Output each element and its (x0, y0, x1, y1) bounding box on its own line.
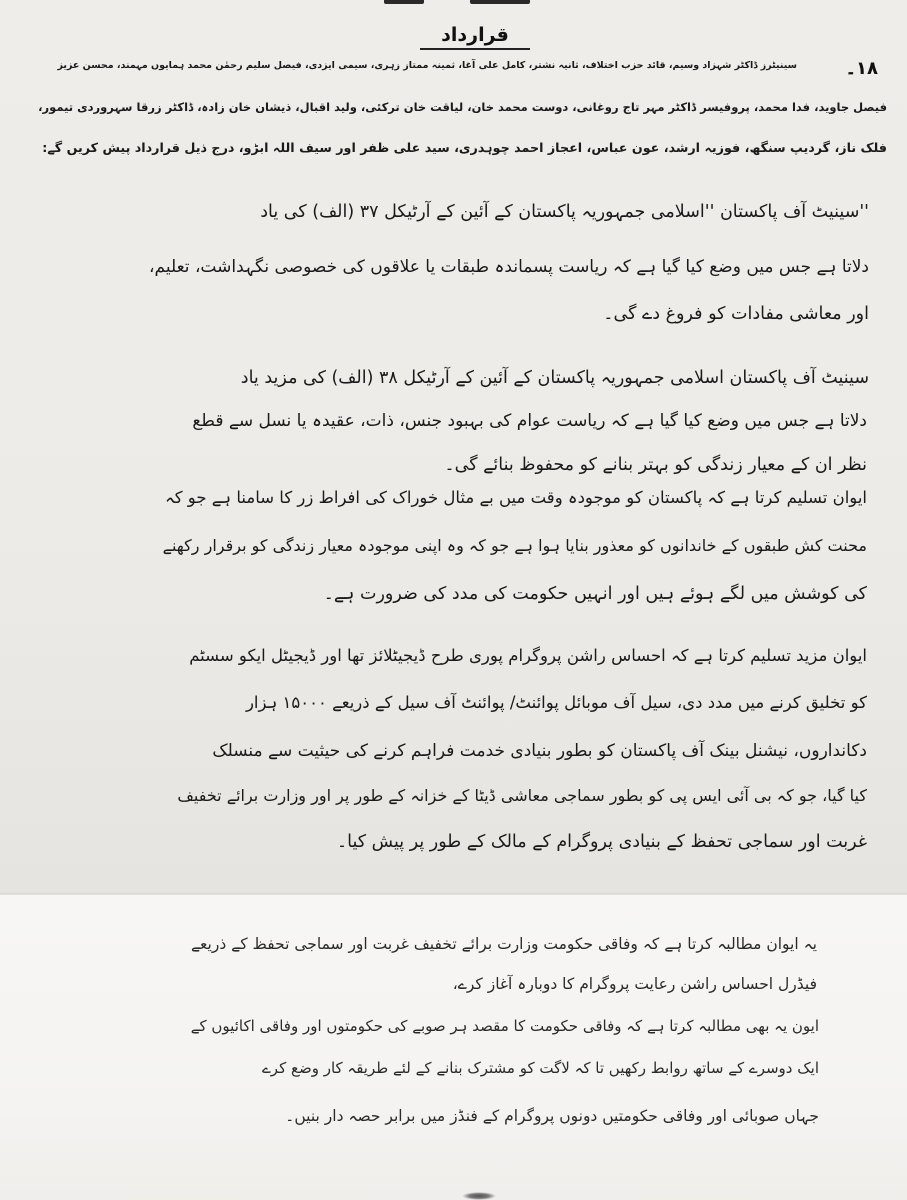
para1-line-2: دلاتا ہے جس میں وضع کیا گیا ہے کہ ریاست پسماندہ طبقات یا علاقوں کی خصوصی نگہداشت، تعلیم، (149, 257, 869, 277)
para1-line-1: ''سینیٹ آف پاکستان ''اسلامی جمہوریہ پاکستان کے آئین کے آرٹیکل ۳۷ (الف) کی یاد (260, 202, 869, 222)
para5-line-1: یہ ایوان مطالبہ کرتا ہے کہ وفاقی حکومت وزارت برائے تخفیف غربت اور سماجی تحفظ کے ذریعے (190, 935, 817, 953)
para4-line-2: کو تخلیق کرنے میں مدد دی، سیل آف موبائل پوائنٹ/ پوائنٹ آف سیل کے ذریعے ۱۵۰۰۰ ہزار (245, 693, 867, 712)
para5-line-5: جہاں صوبائی اور وفاقی حکومتیں دونوں پروگرام کے فنڈز میں برابر حصہ دار بنیں۔ (285, 1107, 819, 1125)
para3-line-1: ایوان تسلیم کرتا ہے کہ پاکستان کو موجودہ وقت میں بے مثال خوراک کی افراط زر کا سامنا ہے جو کہ (165, 488, 867, 507)
para4-line-1: ایوان مزید تسلیم کرتا ہے کہ احساس راشن پروگرام پوری طرح ڈیجیٹلائز تھا اور ڈیجیٹل ایکو سسٹم (189, 646, 867, 665)
header-line-2: فیصل جاوید، فدا محمد، پروفیسر ڈاکٹر مہر تاج روغانی، دوست محمد خان، لیاقت خان ترکئی، ولید اقبال، ذیشان خان زادہ، ڈاکٹر زرقا سہروردی تیمور، (38, 100, 887, 114)
cropped-top-text (0, 0, 907, 8)
para5-line-2: فیڈرل احساس راشن رعایت پروگرام کا دوبارہ آغاز کرے، (452, 975, 817, 993)
header-line-1: سینیٹرز ڈاکٹر شہزاد وسیم، قائد حزب اختلاف، ثانیہ نشتر، کامل علی آغا، ثمینہ ممتاز زہری، سیمی ایزدی، فیصل سلیم رحمٰن محمد ہمایوں مہمند، محسن عزیز (57, 60, 797, 71)
para2-line-3: نظر ان کے معیار زندگی کو بہتر بنانے کو محفوظ بنائے گی۔ (444, 455, 867, 475)
para5-line-4: ایک دوسرے کے ساتھ روابط رکھیں تا کہ لاگت کو مشترک بنانے کے لئے طریقہ کار وضع کرے (262, 1059, 819, 1077)
resolution-number: ۱۸۔ (845, 58, 878, 79)
cropped-bottom-text (462, 1192, 496, 1200)
para1-line-3: اور معاشی مفادات کو فروغ دے گی۔ (603, 304, 869, 324)
document-page-bottom (0, 895, 907, 1200)
para4-line-4: کیا گیا، جو کہ بی آئی ایس پی کو بطور سماجی معاشی ڈیٹا کے خزانہ کے طور پر اور وزارت برائے تخفیف (177, 786, 867, 805)
para2-line-2: دلاتا ہے جس میں وضع کیا گیا ہے کہ ریاست عوام کی بہبود جنس، ذات، عقیدہ یا نسل سے قطع (192, 411, 867, 431)
header-line-3: فلک ناز، گردیپ سنگھ، فوزیہ ارشد، عون عباس، اعجاز احمد چوہدری، سید علی ظفر اور سیف اللہ ابڑو، درج ذیل قرارداد پیش کریں گے: (42, 140, 887, 155)
para4-line-3: دکانداروں، نیشنل بینک آف پاکستان کو بطور بنیادی خدمت فراہم کرنے کی حیثیت سے منسلک (212, 741, 867, 761)
para3-line-2: محنت کش طبقوں کے خاندانوں کو معذور بنایا ہوا ہے جو کہ وہ اپنی موجودہ معیار زندگی کو برقرار رکھنے (162, 536, 867, 555)
para3-line-3: کی کوشش میں لگے ہوئے ہیں اور انہیں حکومت کی مدد کی ضرورت ہے۔ (323, 584, 867, 604)
para4-line-5: غربت اور سماجی تحفظ کے بنیادی پروگرام کے مالک کے طور پر پیش کیا۔ (336, 832, 867, 852)
para5-line-3: ایون یہ بھی مطالبہ کرتا ہے کہ وفاقی حکومت کا مقصد ہر صوبے کی حکومتوں اور وفاقی اکائیوں کے (190, 1017, 819, 1035)
document-title: قرارداد (420, 24, 530, 50)
para2-line-1: سینیٹ آف پاکستان اسلامی جمہوریہ پاکستان کے آئین کے آرٹیکل ۳۸ (الف) کی مزید یاد (240, 368, 869, 388)
